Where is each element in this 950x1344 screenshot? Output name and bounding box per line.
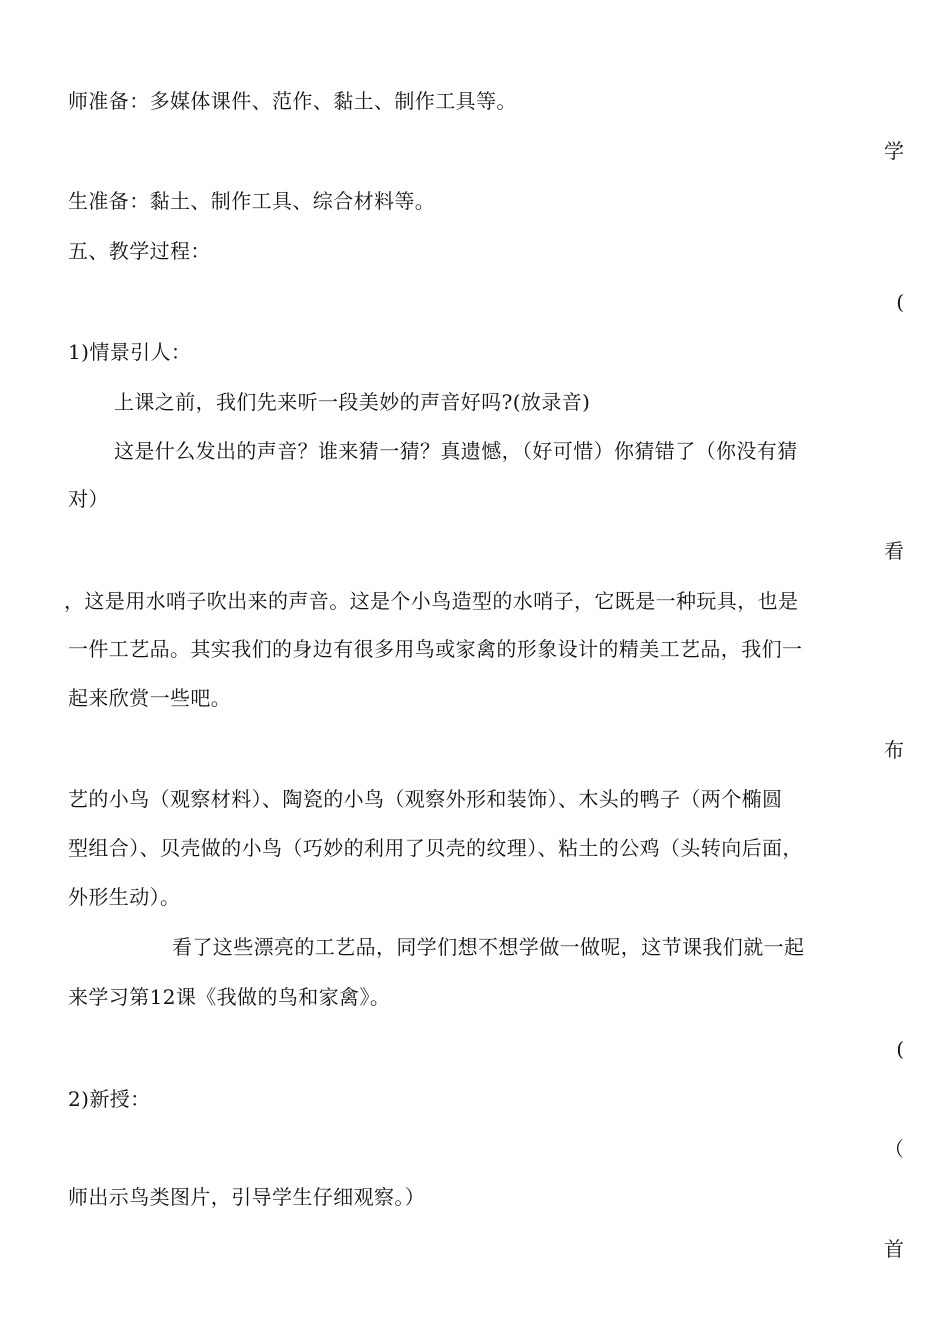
paragraph-line: 艺的小鸟（观察材料）、陶瓷的小鸟（观察外形和装饰）、木头的鸭子（两个椭圆 [68, 787, 783, 811]
text-line-teacher-prep: 师准备：多媒体课件、范作、黏土、制作工具等。 [68, 89, 517, 113]
text-line-student-prep: 生准备：黏土、制作工具、综合材料等。 [68, 189, 436, 213]
paragraph-line: 这是什么发出的声音？谁来猜一猜？真遗憾，（好可惜）你猜错了（你没有猜 [114, 439, 798, 463]
subsection-heading-intro: 1)情景引人： [68, 340, 192, 364]
paragraph-line: 起来欣赏一些吧。 [68, 686, 232, 710]
paragraph-line: 看了这些漂亮的工艺品，同学们想不想学做一做呢，这节课我们就一起 [172, 935, 805, 959]
text-line-wrap-fragment: 学 [884, 139, 904, 163]
text-line-wrap-fragment: （ [884, 1137, 904, 1161]
paragraph-line: 一件工艺品。其实我们的身边有很多用鸟或家禽的形象设计的精美工艺品，我们一 [68, 637, 803, 661]
paragraph-line: 外形生动）。 [68, 885, 181, 909]
paragraph-line: 对） [68, 487, 109, 511]
section-heading-teaching-process: 五、教学过程： [68, 239, 211, 263]
text-line-wrap-fragment: ( [896, 1037, 904, 1061]
text-line-wrap-fragment: 看 [884, 539, 904, 563]
text-line-wrap-fragment: 首 [884, 1237, 904, 1261]
paragraph-line: ，这是用水哨子吹出来的声音。这是个小鸟造型的水哨子，它既是一种玩具，也是 [64, 589, 799, 613]
paragraph-line: 型组合）、贝壳做的小鸟（巧妙的利用了贝壳的纹理）、粘土的公鸡（头转向后面， [68, 836, 803, 860]
text-line-wrap-fragment: 布 [884, 738, 904, 762]
paragraph-line: 来学习第12课《我做的鸟和家禽》。 [68, 985, 391, 1009]
paragraph-line: 上课之前，我们先来听一段美妙的声音好吗?(放录音) [114, 390, 591, 414]
paragraph-line: 师出示鸟类图片，引导学生仔细观察。） [68, 1185, 426, 1209]
subsection-heading-new-lesson: 2)新授： [68, 1087, 151, 1111]
text-line-wrap-fragment: ( [896, 290, 904, 314]
